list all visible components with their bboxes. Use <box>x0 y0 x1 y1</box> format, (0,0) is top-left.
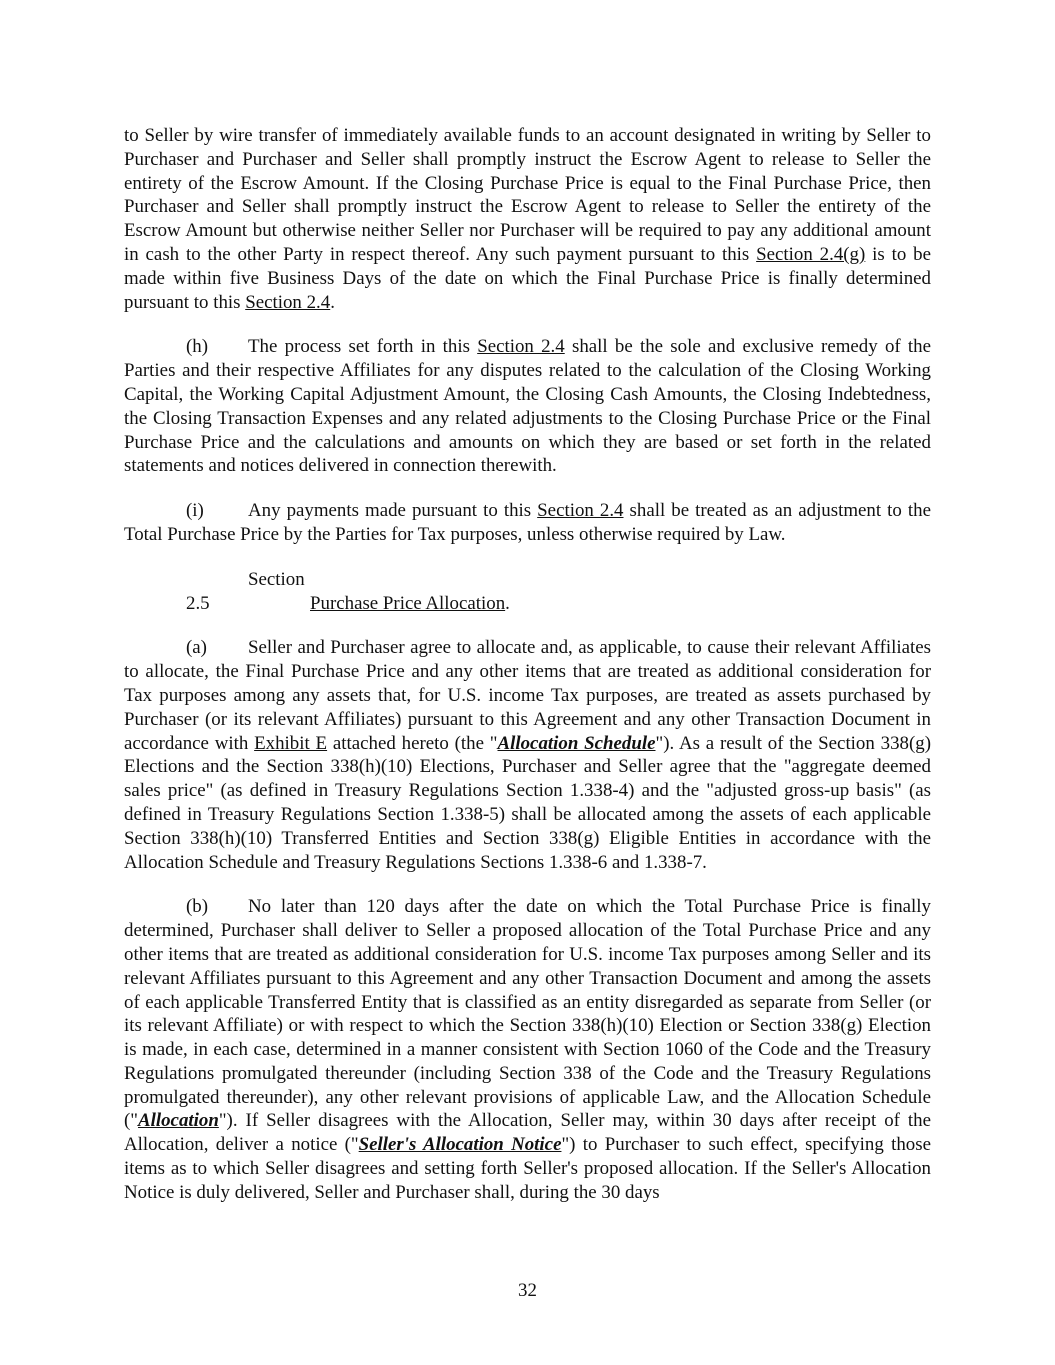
text: . <box>330 291 335 313</box>
paragraph-label: (h) <box>186 336 209 358</box>
paragraph-label: (i) <box>186 500 204 522</box>
section-2-5-heading <box>124 568 931 616</box>
paragraph-label: (a) <box>186 637 207 659</box>
cross-reference-exhibit-e: Exhibit E <box>254 732 328 754</box>
text: shall be the sole and exclusive remedy of the Parties and their respective Affiliates for any disputes related to the calculation of the Closing Working Capital, the Working Capital Adjustment Amount, the Closing Cash Amounts, the Closing Indebtedness, the Closing Transaction Expenses and any related adjustments to the Closing Purchase Price or the Final Purchase Price and the calculations and amounts on which they are based or set forth in the related statements and notices delivered in connection therewith. <box>124 336 932 477</box>
paragraph-h <box>124 335 931 478</box>
defined-term-allocation-schedule: Allocation Schedule <box>497 732 656 754</box>
document-page <box>124 124 931 1226</box>
cross-reference-section-2-4: Section 2.4 <box>537 500 624 522</box>
text: is to be made within five Business Days of the date on which the Final Purchase Price is finally determined pursuant to this <box>124 243 931 313</box>
defined-term-sellers-allocation-notice: Seller's Allocation Notice <box>358 1134 562 1156</box>
text: "). As a result of the Section 338(g) Elections and the Section 338(h)(10) Elections, Purchaser and Seller agree that the "aggregate deemed sales price" (as defined in Treasury Regulations Section 1.338-4) and the "adjusted gross-up basis" (as defined in Treasury Regulations Section 1.338-5) shall be allocated among the assets of each applicable Section 338(h)(10) Transferred Entities and Section 338(g) Eligible Entities in accordance with the Allocation Schedule and Treasury Regulations Sections 1.338-6 and 1.338-7. <box>124 732 931 873</box>
cross-reference-section-2-4: Section 2.4 <box>245 291 331 313</box>
text: No later than 120 days after the date on which the Total Purchase Price is finally determined, Purchaser shall deliver to Seller a proposed allocation of the Total Purchase Price and any other items that are treated as additional consideration for U.S. income Tax purposes among Seller and its relevant Affiliates pursuant to this Agreement and any other Transaction Document and among the assets of each applicable Transferred Entity that is classified as an entity disregarded as separate from Seller (or its relevant Affiliate) or with respect to which the Section 338(h)(10) Election or Section 338(g) Election is made, in each case, determined in a manner consistent with Section 1060 of the Code and the Treasury Regulations promulgated thereunder (including Section 338 of the Code and the Treasury Regulations promulgated thereunder), any other relevant provisions of applicable Law, and the Allocation Schedule (" <box>124 896 931 1132</box>
paragraph-i <box>124 499 931 547</box>
paragraph-label: (b) <box>186 896 209 918</box>
text: ") to Purchaser to such effect, specifying those items as to which Seller disagrees and setting forth Seller's proposed allocation. If the Seller's Allocation Notice is duly delivered, Seller and Purchaser shall, during the 30 days <box>124 1134 931 1203</box>
text: to Seller by wire transfer of immediately available funds to an account designated in writing by Seller to Purchaser and Purchaser and Seller shall promptly instruct the Escrow Agent to release to Seller the entirety of the Escrow Amount. If the Closing Purchase Price is equal to the Final Purchase Price, then Purchaser and Seller shall promptly instruct the Escrow Agent to release to Seller the entirety of the Escrow Amount but otherwise neither Seller nor Purchaser will be required to pay any additional amount in cash to the other Party in respect thereof. Any such payment pursuant to this <box>124 125 931 265</box>
text: . <box>505 592 510 614</box>
text: shall be treated as an adjustment to the Total Purchase Price by the Parties for Tax purposes, unless otherwise required by Law. <box>124 500 931 545</box>
text: attached hereto (the " <box>327 732 498 754</box>
paragraph-a <box>124 636 931 874</box>
page-number: 32 <box>518 1280 537 1301</box>
cross-reference-section-2-4: Section 2.4 <box>477 336 565 358</box>
paragraph-g-continuation <box>124 124 931 314</box>
text: Seller and Purchaser agree to allocate and, as applicable, to cause their relevant Affiliates to allocate, the Final Purchase Price and any other items that are treated as additional consideration for Tax purposes among any assets that, for U.S. income Tax purposes, are treated as assets purchased by Purchaser (or its relevant Affiliates) pursuant to this Agreement and any other Transaction Document in accordance with <box>124 637 931 754</box>
section-number: Section 2.5 <box>186 568 305 614</box>
paragraph-b <box>124 895 931 1204</box>
text: The process set forth in this <box>248 336 478 358</box>
section-title: Purchase Price Allocation <box>310 592 506 614</box>
defined-term-allocation: Allocation <box>138 1110 219 1132</box>
cross-reference-section-2-4g: Section 2.4(g) <box>756 243 866 265</box>
text: Any payments made pursuant to this <box>248 500 538 522</box>
text: "). If Seller disagrees with the Allocation, Seller may, within 30 days after receipt of the Allocation, deliver a notice (" <box>124 1110 931 1156</box>
